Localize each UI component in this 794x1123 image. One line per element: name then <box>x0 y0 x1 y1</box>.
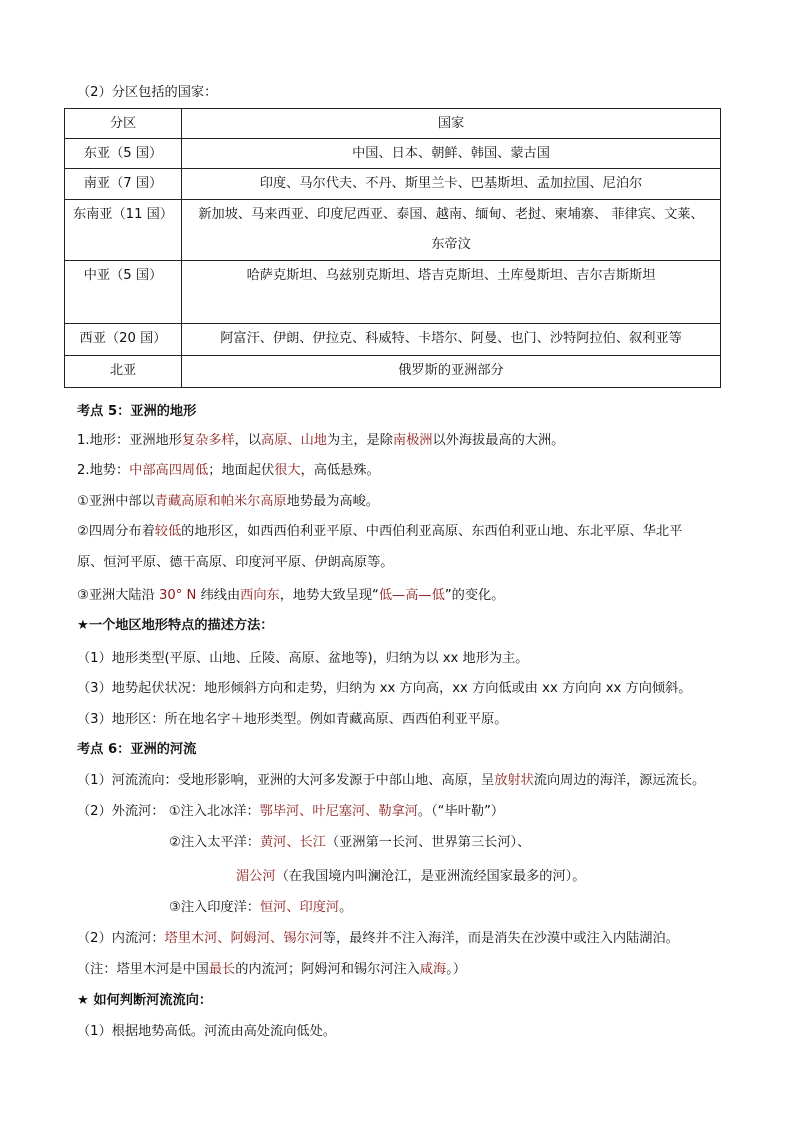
kp6-note: （注：塔里木河是中国最长的内流河；阿姆河和锡尔河注入咸海。） <box>77 962 467 977</box>
kp5-relief: 2.地势：中部高四周低；地面起伏很大，高低悬殊。 <box>77 463 380 478</box>
countries-line-2: 东帝汶 <box>431 237 471 252</box>
kp5-terrain: 1.地形：亚洲地形复杂多样，以高原、山地为主，是除南极洲以外海拔最高的大洲。 <box>77 433 565 448</box>
table-row <box>65 356 721 388</box>
method-item-3: （3）地形区：所在地名字＋地形类型。例如青藏高原、西西伯利亚平原。 <box>77 712 508 727</box>
method-item-2: （3）地势起伏状况：地形倾斜方向和走势，归纳为 xx 方向高，xx 方向低或由 xx 方向向 xx 方向倾斜。 <box>77 681 692 696</box>
kp6-inland-rivers: （2）内流河：塔里木河、阿姆河、锡尔河等，最终并不注入海洋，而是消失在沙漠中或注入内陆湖泊。 <box>77 931 679 946</box>
table-row <box>65 200 721 261</box>
table-cell-countries: 中国、日本、朝鲜、韩国、蒙古国 <box>182 139 721 169</box>
kp5-latitude-profile: ③亚洲大陆沿 30° N 纬线由西向东，地势大致呈现“低—高—低”的变化。 <box>77 588 505 603</box>
kp6-mekong: 湄公河（在我国境内叫澜沧江，是亚洲流经国家最多的河）。 <box>236 869 586 884</box>
kp6-arctic-rivers: （2）外流河： ①注入北冰洋：鄂毕河、叶尼塞河、勒拿河。（“毕叶勒”） <box>77 804 505 819</box>
table-row <box>65 324 721 356</box>
kp6-flow-direction: （1）河流流向：受地形影响，亚洲的大河多发源于中部山地、高原，呈放射状流向周边的海洋，源远流长。 <box>77 773 706 788</box>
table-cell-region: 南亚（7 国） <box>65 169 182 200</box>
table-header-countries: 国家 <box>182 109 721 139</box>
table-header-region: 分区 <box>65 109 182 139</box>
table-row <box>65 139 721 169</box>
kp6-title: 考点 6：亚洲的河流 <box>77 742 197 757</box>
table-cell-region: 中亚（5 国） <box>65 261 182 324</box>
table-cell-region: 东南亚（11 国） <box>65 200 182 261</box>
table-row <box>65 169 721 200</box>
kp6-pacific-rivers: ②注入太平洋：黄河、长江（亚洲第一长河、世界第三长河）、 <box>169 835 531 850</box>
kp5-title: 考点 5：亚洲的地形 <box>77 404 197 419</box>
kp5-surrounding-lowlands-cont: 原、恒河平原、德干高原、印度河平原、伊朗高原等。 <box>77 555 394 570</box>
kp5-center-highlands: ①亚洲中部以青藏高原和帕米尔高原地势最为高峻。 <box>77 494 379 509</box>
table-cell-countries <box>182 200 721 261</box>
section-heading: （2）分区包括的国家： <box>77 85 218 100</box>
table-header-row <box>65 109 721 139</box>
kp6-indian-rivers: ③注入印度洋：恒河、印度河。 <box>169 900 353 915</box>
judge-item-1: （1）根据地势高低。河流由高处流向低处。 <box>77 1024 336 1039</box>
method-title: ★一个地区地形特点的描述方法： <box>77 618 274 633</box>
table-cell-countries: 印度、马尔代夫、不丹、斯里兰卡、巴基斯坦、孟加拉国、尼泊尔 <box>182 169 721 200</box>
table-cell-countries: 哈萨克斯坦、乌兹别克斯坦、塔吉克斯坦、土库曼斯坦、吉尔吉斯斯坦 <box>182 261 721 324</box>
table-cell-region: 西亚（20 国） <box>65 324 182 356</box>
method-item-1: （1）地形类型(平原、山地、丘陵、高原、盆地等)，归纳为以 xx 地形为主。 <box>77 651 529 666</box>
table-cell-countries: 俄罗斯的亚洲部分 <box>182 356 721 388</box>
table-cell-countries: 阿富汗、伊朗、伊拉克、科威特、卡塔尔、阿曼、也门、沙特阿拉伯、叙利亚等 <box>182 324 721 356</box>
table-cell-region: 北亚 <box>65 356 182 388</box>
kp5-surrounding-lowlands: ②四周分布着较低的地形区，如西西伯利亚平原、中西伯利亚高原、东西伯利亚山地、东北平原、华北平 <box>77 524 683 539</box>
table-cell-region: 东亚（5 国） <box>65 139 182 169</box>
judge-title: ★ 如何判断河流流向： <box>77 993 213 1008</box>
region-table <box>64 108 721 388</box>
countries-line-1: 新加坡、马来西亚、印度尼西亚、泰国、越南、缅甸、老挝、柬埔寨、 菲律宾、文莱、 <box>198 207 704 222</box>
table-row <box>65 261 721 324</box>
